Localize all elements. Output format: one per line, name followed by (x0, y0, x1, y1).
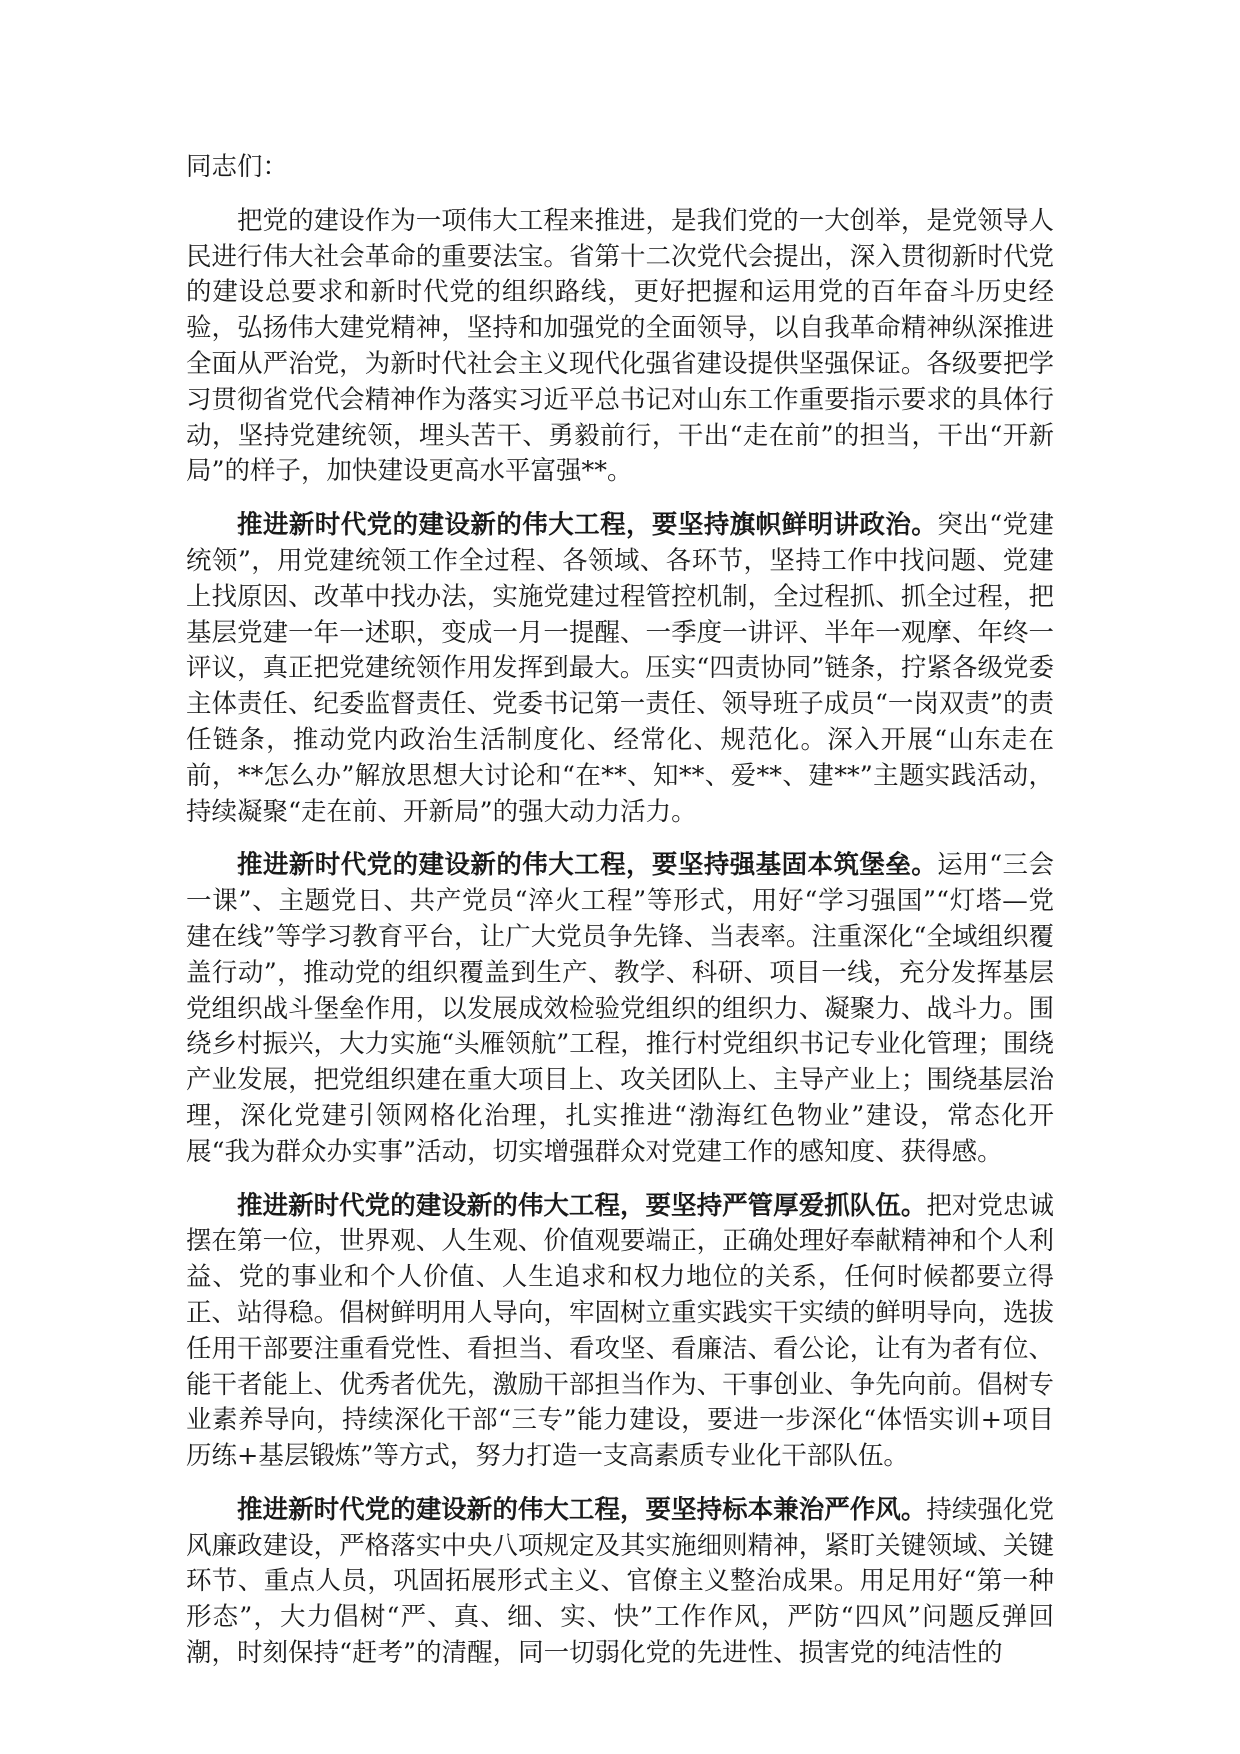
section-lead: 推进新时代党的建设新的伟大工程，要坚持强基固本筑堡垒。 (237, 850, 938, 881)
section-body: 把对党忠诚摆在第一位，世界观、人生观、价值观要端正，正确处理好奉献精神和个人利益、党的事业和个人价值、人生追求和权力地位的关系，任何时候都要立得正、站得稳。倡树鲜明用人导向，牢固树立重实践实干实绩的鲜明导向，选拔任用干部要注重看党性、看担当、看攻坚、看廉洁、看公论，让有为者有位、能干者能上、优秀者优先，激励干部担当作为、干事创业、争先向前。倡树专业素养导向，持续深化干部“三专”能力建设，要进一步深化“体悟实训+项目历练+基层锻炼”等方式，努力打造一支高素质专业化干部队伍。 (186, 1190, 1054, 1472)
document-page (186, 150, 1054, 1690)
salutation: 同志们： (186, 152, 289, 182)
section-body: 运用“三会一课”、主题党日、共产党员“淬火工程”等形式，用好“学习强国”“灯塔—党建在线”等学习教育平台，让广大党员争先锋、当表率。注重深化“全域组织覆盖行动”，推动党的组织覆盖到生产、教学、科研、项目一线，充分发挥基层党组织战斗堡垒作用，以发展成效检验党组织的组织力、凝聚力、战斗力。围绕乡村振兴，大力实施“头雁领航”工程，推行村党组织书记专业化管理；围绕产业发展，把党组织建在重大项目上、攻关团队上、主导产业上；围绕基层治理，深化党建引领网格化治理，扎实推进“渤海红色物业”建设，常态化开展“我为群众办实事”活动，切实增强群众对党建工作的感知度、获得感。 (186, 850, 1054, 1167)
section-paragraph-4 (186, 1493, 1054, 1672)
section-body: 持续强化党风廉政建设，严格落实中央八项规定及其实施细则精神，紧盯关键领域、关键环节、重点人员，巩固拓展形式主义、官僚主义整治成果。用足用好“第一种形态”，大力倡树“严、真、细、实、快”工作作风，严防“四风”问题反弹回潮，时刻保持“赶考”的清醒，同一切弱化党的先进性、损害党的纯洁性的 (186, 1494, 1054, 1669)
intro-paragraph: 把党的建设作为一项伟大工程来推进，是我们党的一大创举，是党领导人民进行伟大社会革命的重要法宝。省第十二次党代会提出，深入贯彻新时代党的建设总要求和新时代党的组织路线，更好把握和运用党的百年奋斗历史经验，弘扬伟大建党精神，坚持和加强党的全面领导，以自我革命精神纵深推进全面从严治党，为新时代社会主义现代化强省建设提供坚强保证。各级要把学习贯彻省党代会精神作为落实习近平总书记对山东工作重要指示要求的具体行动，坚持党建统领，埋头苦干、勇毅前行，干出“走在前”的担当，干出“开新局”的样子，加快建设更高水平富强**。 (186, 205, 1054, 487)
section-paragraph-2 (186, 848, 1054, 1170)
section-lead: 推进新时代党的建设新的伟大工程，要坚持旗帜鲜明讲政治。 (237, 510, 938, 541)
section-paragraph-1 (186, 508, 1054, 830)
section-paragraph-3 (186, 1189, 1054, 1475)
section-lead: 推进新时代党的建设新的伟大工程，要坚持严管厚爱抓队伍。 (237, 1190, 927, 1221)
section-lead: 推进新时代党的建设新的伟大工程，要坚持标本兼治严作风。 (237, 1494, 927, 1525)
section-body: 突出“党建统领”，用党建统领工作全过程、各领域、各环节，坚持工作中找问题、党建上找原因、改革中找办法，实施党建过程管控机制，全过程抓、抓全过程，把基层党建一年一述职，变成一月一提醒、一季度一讲评、半年一观摩、年终一评议，真正把党建统领作用发挥到最大。压实“四责协同”链条，拧紧各级党委主体责任、纪委监督责任、党委书记第一责任、领导班子成员“一岗双责”的责任链条，推动党内政治生活制度化、经常化、规范化。深入开展“山东走在前，**怎么办”解放思想大讨论和“在**、知**、爱**、建**”主题实践活动，持续凝聚“走在前、开新局”的强大动力活力。 (186, 510, 1054, 827)
